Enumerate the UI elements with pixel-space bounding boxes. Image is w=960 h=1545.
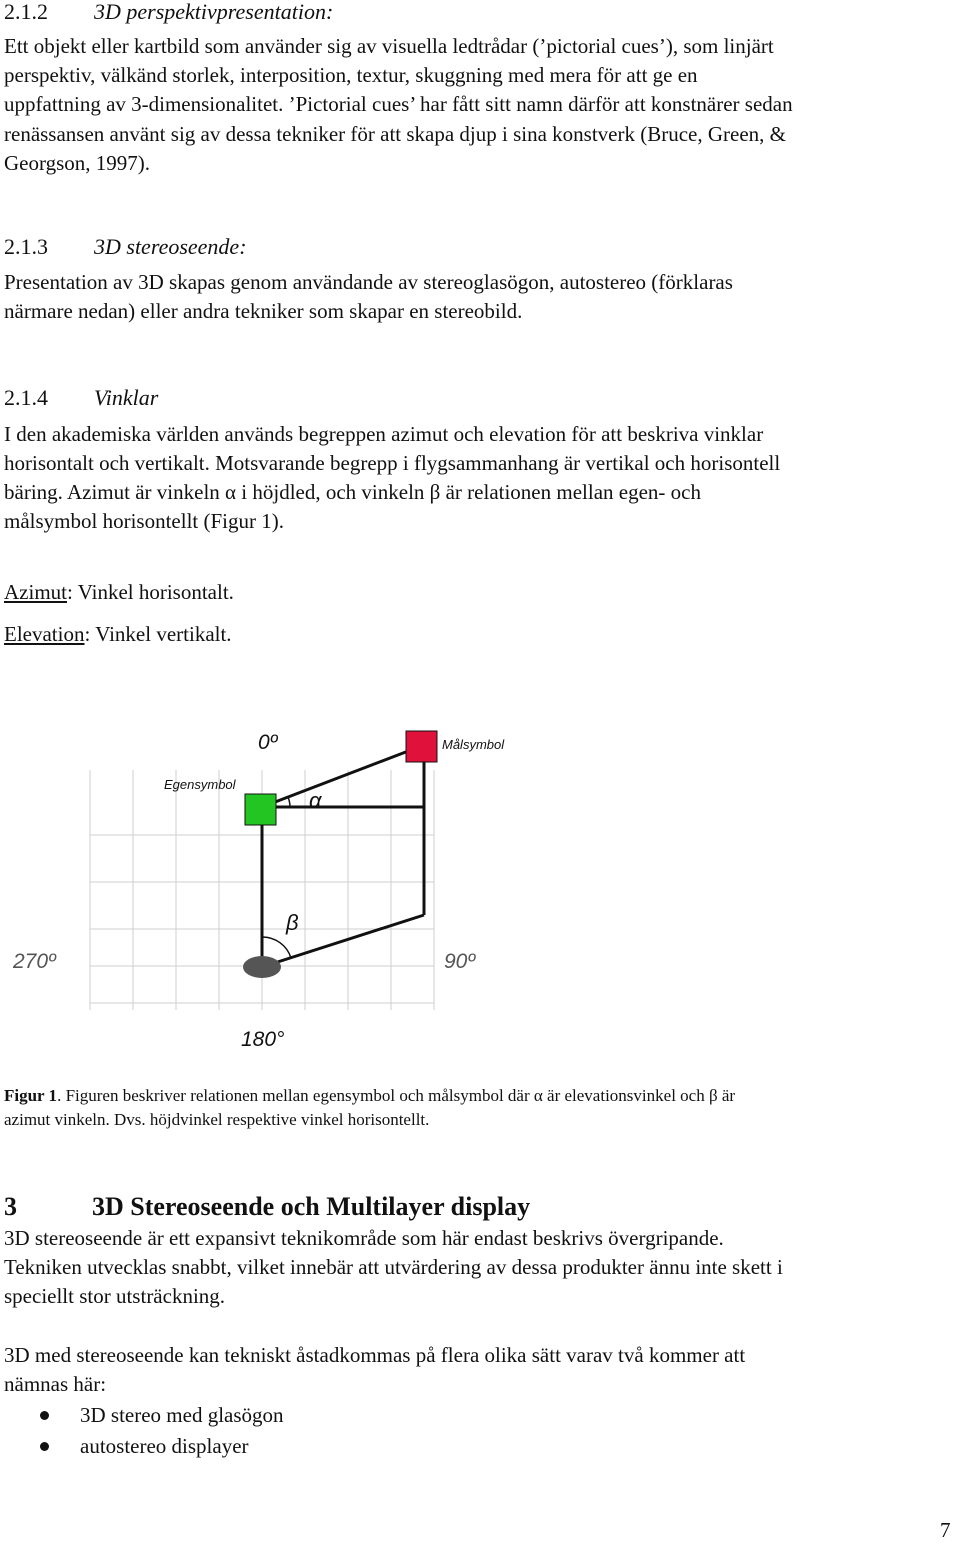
- paragraph-line: 3D med stereoseende kan tekniskt åstadkommas på flera olika sätt varav två kommer att: [4, 1343, 746, 1367]
- section-heading-2-1-4: [4, 385, 158, 411]
- paragraph-line: Tekniken utvecklas snabbt, vilket innebär att utvärdering av dessa produkter ännu inte skett i: [4, 1255, 783, 1279]
- paragraph-line: uppfattning av 3-dimensionalitet. ’Pictorial cues’ har fått sitt namn därför att konstnärer sedan: [4, 92, 793, 116]
- observer-ellipse: [243, 956, 281, 978]
- chapter-heading-3: [4, 1192, 530, 1222]
- term-elevation: Elevation: [4, 622, 85, 646]
- paragraph-line: speciellt stor utsträckning.: [4, 1284, 226, 1308]
- elevation-slant-line: [262, 745, 424, 807]
- chapter-title: 3D Stereoseende och Multilayer display: [92, 1192, 531, 1221]
- paragraph-line: Ett objekt eller kartbild som använder sig av visuella ledtrådar (’pictorial cues’), som linjärt: [4, 34, 774, 58]
- paragraph-line: 3D stereoseende är ett expansivt teknikområde som här endast beskrivs övergripande.: [4, 1226, 724, 1250]
- paragraph-line: renässansen använt sig av dessa tekniker för att skapa djup i sina konstverk (Bruce, Green, &: [4, 122, 787, 146]
- section-title: Vinklar: [94, 385, 159, 410]
- paragraph-line: nämnas här:: [4, 1372, 107, 1396]
- azimuth-elevation-figure: [0, 715, 560, 1065]
- label-egensymbol: Egensymbol: [164, 777, 236, 792]
- label-alpha: α: [309, 788, 322, 813]
- target-symbol-square: [406, 731, 437, 762]
- paragraph-line: målsymbol horisontellt (Figur 1).: [4, 509, 284, 533]
- paragraph-line: Presentation av 3D skapas genom användande av stereoglasögon, autostereo (förklaras: [4, 270, 733, 294]
- caption-text: . Figuren beskriver relationen mellan egensymbol och målsymbol där α är elevationsvinkel och β är: [57, 1086, 736, 1105]
- term-azimut: Azimut: [4, 580, 67, 604]
- list-item: autostereo displayer: [80, 1434, 249, 1458]
- definition-azimut: [4, 578, 234, 607]
- own-symbol-square: [245, 794, 276, 825]
- paragraph-line: bäring. Azimut är vinkeln α i höjdled, och vinkeln β är relationen mellan egen- och: [4, 480, 701, 504]
- bullet-icon: [40, 1411, 49, 1420]
- section-heading-2-1-2: [4, 0, 333, 25]
- section-title: 3D stereoseende:: [94, 234, 247, 259]
- section-title: 3D perspektivpresentation:: [94, 0, 334, 24]
- label-0-degrees: 0º: [258, 731, 278, 754]
- list-item: 3D stereo med glasögon: [80, 1403, 284, 1427]
- caption-label: Figur 1: [4, 1086, 58, 1105]
- paragraph-line: närmare nedan) eller andra tekniker som skapar en stereobild.: [4, 299, 523, 323]
- label-180-degrees: 180°: [241, 1028, 285, 1051]
- label-90-degrees: 90º: [444, 950, 476, 973]
- label-270-degrees: 270º: [13, 950, 56, 973]
- section-heading-2-1-3: [4, 234, 247, 260]
- section-number: 2.1.2: [4, 0, 48, 24]
- section-number: 2.1.3: [4, 234, 48, 259]
- chapter-number: 3: [4, 1192, 17, 1221]
- beta-arc: [262, 937, 291, 958]
- paragraph-line: perspektiv, välkänd storlek, interposition, textur, skuggning med mera för att ge en: [4, 63, 698, 87]
- definition-text: : Vinkel horisontalt.: [67, 580, 234, 604]
- bullet-icon: [40, 1442, 49, 1451]
- figure-caption: [4, 1084, 735, 1108]
- definition-elevation: [4, 620, 232, 649]
- label-beta: β: [286, 910, 299, 935]
- section-number: 2.1.4: [4, 385, 48, 410]
- paragraph-line: horisontalt och vertikalt. Motsvarande begrepp i flygsammanhang är vertikal och horisontell: [4, 451, 781, 475]
- definition-text: : Vinkel vertikalt.: [84, 622, 232, 646]
- paragraph-line: I den akademiska världen används begreppen azimut och elevation för att beskriva vinklar: [4, 422, 764, 446]
- label-malsymbol: Målsymbol: [442, 737, 505, 752]
- page-number: 7: [940, 1518, 951, 1542]
- caption-line: azimut vinkeln. Dvs. höjdvinkel respektive vinkel horisontellt.: [4, 1110, 430, 1129]
- paragraph-line: Georgson, 1997).: [4, 151, 151, 175]
